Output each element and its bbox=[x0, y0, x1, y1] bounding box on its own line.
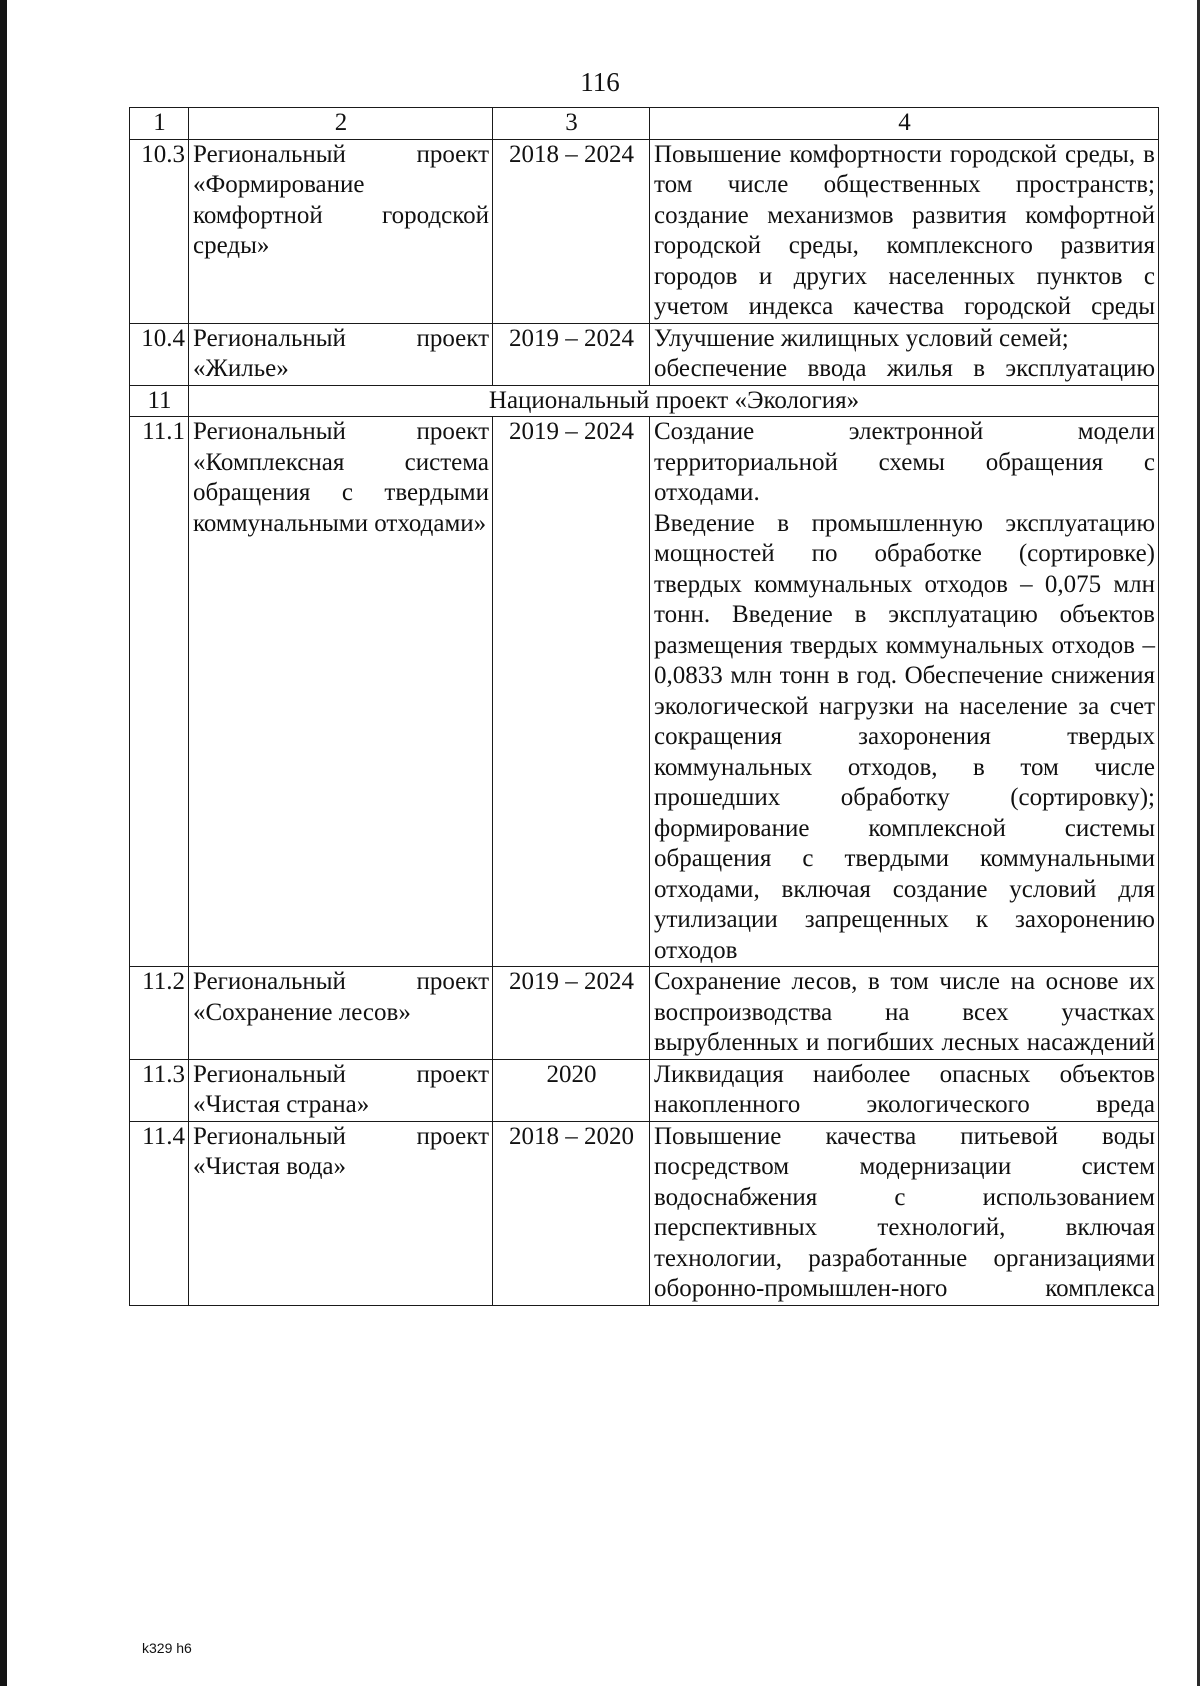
result-paragraph: Ликвидация наиболее опасных объектов накопленного экологического вреда bbox=[654, 1060, 1155, 1118]
result-paragraph: Сохранение лесов, в том числе на основе их воспроизводства на всех участках вырубленных и погибших лесных насаждений bbox=[654, 968, 1155, 1056]
table-row bbox=[130, 1121, 1159, 1305]
project-result bbox=[650, 1059, 1159, 1121]
project-years: 2019 – 2024 bbox=[493, 417, 650, 967]
project-years: 2018 – 2020 bbox=[493, 1121, 650, 1305]
project-years: 2020 bbox=[493, 1059, 650, 1121]
result-paragraph: Повышение качества питьевой воды посредством модернизации систем водоснабжения с использованием перспективных технологий, включая технологии, разработанные организациями оборонно-промышлен-ного комплекса bbox=[654, 1122, 1155, 1302]
table-row bbox=[130, 323, 1159, 385]
footer-code: k329 h6 bbox=[142, 1640, 192, 1656]
row-number: 11.1 bbox=[130, 417, 189, 967]
result-paragraph: Создание электронной модели территориальной схемы обращения с отходами. bbox=[654, 418, 1155, 506]
project-result bbox=[650, 1121, 1159, 1305]
project-result bbox=[650, 967, 1159, 1060]
project-result bbox=[650, 323, 1159, 385]
project-name: Региональный проект «Сохранение лесов» bbox=[189, 967, 493, 1060]
project-years: 2019 – 2024 bbox=[493, 967, 650, 1060]
column-header-row bbox=[130, 108, 1159, 140]
section-row bbox=[130, 385, 1159, 417]
row-number: 10.4 bbox=[130, 323, 189, 385]
project-result bbox=[650, 139, 1159, 323]
result-paragraph: обеспечение ввода жилья в эксплуатацию bbox=[654, 355, 1155, 382]
row-number: 11 bbox=[130, 385, 189, 417]
row-number: 10.3 bbox=[130, 139, 189, 323]
row-number: 11.4 bbox=[130, 1121, 189, 1305]
table-row bbox=[130, 1059, 1159, 1121]
row-number: 11.2 bbox=[130, 967, 189, 1060]
project-years: 2018 – 2024 bbox=[493, 139, 650, 323]
result-paragraph: Улучшение жилищных условий семей; bbox=[654, 324, 1069, 352]
project-name: Региональный проект «Формирование комфортной городской среды» bbox=[189, 139, 493, 323]
project-name: Региональный проект «Чистая страна» bbox=[189, 1059, 493, 1121]
column-header-1: 1 bbox=[130, 108, 189, 140]
result-paragraph: создание механизмов развития комфортной городской среды, комплексного развития городов и других населенных пунктов с учетом индекса качества городской среды bbox=[654, 201, 1155, 320]
column-header-3: 3 bbox=[493, 108, 650, 140]
result-paragraph: Введение в промышленную эксплуатацию мощностей по обработке (сортировке) твердых коммунальных отходов – 0,075 млн тонн. Введение в эксплуатацию объектов размещения твердых коммунальных отходов – 0,0833 млн тонн в год. Обеспечение снижения экологической нагрузки на население за счет сокращения захоронения твердых коммунальных отходов, в том числе прошедших обработку (сортировку); bbox=[654, 509, 1155, 811]
project-name: Региональный проект «Жилье» bbox=[189, 323, 493, 385]
table-row bbox=[130, 417, 1159, 967]
page-number: 116 bbox=[580, 67, 620, 97]
scan-edge-left bbox=[0, 0, 7, 1686]
project-name: Региональный проект «Комплексная система обращения с твердыми коммунальными отходами» bbox=[189, 417, 493, 967]
row-number: 11.3 bbox=[130, 1059, 189, 1121]
table-row bbox=[130, 967, 1159, 1060]
table-row bbox=[130, 139, 1159, 323]
project-name: Региональный проект «Чистая вода» bbox=[189, 1121, 493, 1305]
section-title: Национальный проект «Экология» bbox=[189, 385, 1159, 417]
column-header-2: 2 bbox=[189, 108, 493, 140]
project-result bbox=[650, 417, 1159, 967]
projects-table bbox=[129, 107, 1159, 1306]
result-paragraph: формирование комплексной системы обращения с твердыми коммунальными отходами, включая создание условий для утилизации запрещенных к захоронению отходов bbox=[654, 814, 1155, 964]
result-paragraph: Повышение комфортности городской среды, в том числе общественных пространств; bbox=[654, 140, 1155, 198]
column-header-4: 4 bbox=[650, 108, 1159, 140]
project-years: 2019 – 2024 bbox=[493, 323, 650, 385]
